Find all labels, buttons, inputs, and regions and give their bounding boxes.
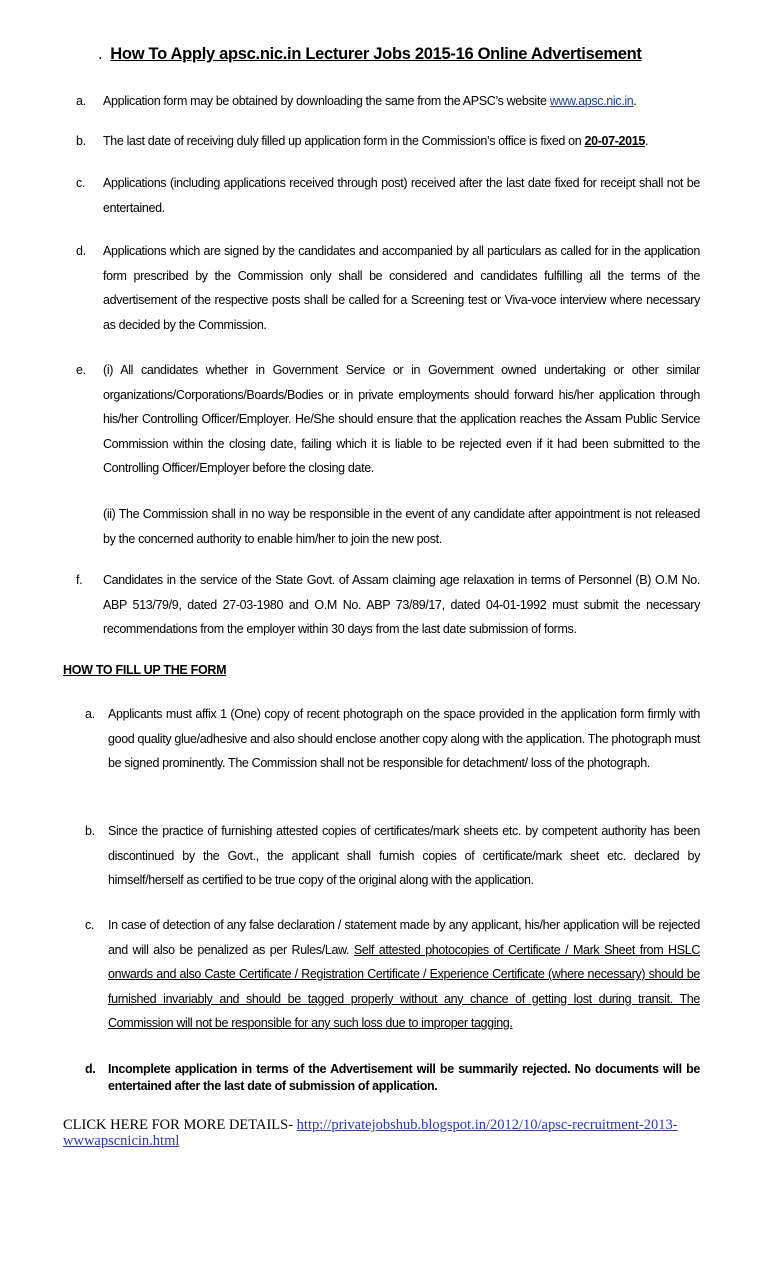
- underlined-text: Self attested photocopies of Certificate / Mark Sheet from HSLC onwards and also Caste Certificate / Registration Certificate / Experience Certificate (where necessary) should be furnished invariably and should be tagged properly without any chance of getting lost during transit. The Commission will not be responsible for any such loss due to improper tagging.: [108, 942, 700, 1030]
- item-text: Applications which are signed by the candidates and accompanied by all particulars as called for in the application form prescribed by the Commission only shall be considered and candidates fulfilling all the terms of the advertisement of the respective posts shall be called for a Screening test or Viva-voce interview where necessary as decided by the Commission.: [103, 244, 700, 332]
- item-text: (ii) The Commission shall in no way be responsible in the event of any candidate after appointment is not released by the concerned authority to enable him/her to join the new post.: [103, 507, 700, 546]
- list-item-d: [85, 1061, 700, 1095]
- list-item-c: [76, 171, 700, 220]
- list-item-b: [85, 819, 700, 893]
- last-date: 20-07-2015: [584, 134, 645, 148]
- item-text: Incomplete application in terms of the Advertisement will be summarily rejected. No documents will be entertained after the last date of submission of application.: [108, 1062, 700, 1093]
- list-item-b: [76, 129, 700, 154]
- item-text: In case of detection of any false declaration / statement made by any applicant, his/her application will be rejected and will also be penalized as per Rules/Law.: [108, 918, 700, 957]
- list-marker: d.: [76, 244, 86, 258]
- item-text: Applications (including applications received through post) received after the last date fixed for receipt shall not be entertained.: [103, 176, 700, 215]
- list-item-f: [76, 568, 700, 642]
- item-text: Since the practice of furnishing attested copies of certificates/mark sheets etc. by competent authority has been discontinued by the Govt., the applicant shall furnish copies of certificate/mark sheet etc. declared by himself/herself as certified to be true copy of the original along with the application.: [108, 824, 700, 887]
- list-marker: b.: [85, 824, 95, 838]
- list-marker: a.: [76, 94, 86, 108]
- item-text-end: .: [644, 134, 649, 148]
- heading-bullet: .: [98, 45, 103, 63]
- list-marker: b.: [76, 134, 86, 148]
- footer-label: CLICK HERE FOR MORE DETAILS-: [63, 1117, 297, 1133]
- item-text: Application form may be obtained by downloading the same from the APSC’s website: [103, 94, 550, 108]
- footer-details: [63, 1117, 703, 1149]
- list-item-d: [76, 239, 700, 337]
- list-marker: e.: [76, 363, 86, 377]
- list-item-c: [85, 913, 700, 1036]
- more-details-link[interactable]: http://privatejobshub.blogspot.in/2012/10/apsc-recruitment-2013-wwwapscnicin.html: [63, 1117, 678, 1149]
- item-text: (i) All candidates whether in Government Service or in Government owned undertaking or other similar organizations/Corporations/Boards/Bodies or in private employments should forward his/her application through his/her Controlling Officer/Employer. He/She should ensure that the application reaches the Assam Public Service Commission within the closing date, failing which it is liable to be rejected even if it had been submitted to the Controlling Officer/Employer before the closing date.: [103, 363, 700, 475]
- item-text: Candidates in the service of the State Govt. of Assam claiming age relaxation in terms of Personnel (B) O.M No. ABP 513/79/9, dated 27-03-1980 and O.M No. ABP 73/89/17, dated 04-01-1992 must submit the necessary recommendations from the employer within 30 days from the last date submission of forms.: [103, 573, 700, 636]
- item-text-end: .: [633, 94, 637, 108]
- list-marker: a.: [85, 707, 95, 721]
- item-text: The last date of receiving duly filled up application form in the Commission’s office is fixed on: [103, 134, 585, 148]
- list-marker: d.: [85, 1062, 96, 1076]
- list-marker: f.: [76, 573, 83, 587]
- list-item-e-ii: [103, 502, 700, 551]
- apsc-website-link[interactable]: www.apsc.nic.in: [549, 94, 634, 108]
- list-item-a: [85, 702, 700, 776]
- list-item-e: [76, 358, 700, 481]
- section-heading: HOW TO FILL UP THE FORM: [63, 663, 227, 677]
- list-marker: c.: [85, 918, 95, 932]
- list-item-a: [76, 89, 700, 114]
- item-text: Applicants must affix 1 (One) copy of recent photograph on the space provided in the application form firmly with good quality glue/adhesive and also should enclose another copy along with the application. The photograph must be signed prominently. The Commission shall not be responsible for detachment/ loss of the photograph.: [108, 707, 700, 770]
- list-marker: c.: [76, 176, 86, 190]
- document-heading: [98, 45, 642, 64]
- document-title: How To Apply apsc.nic.in Lecturer Jobs 2015-16 Online Advertisement: [110, 45, 642, 63]
